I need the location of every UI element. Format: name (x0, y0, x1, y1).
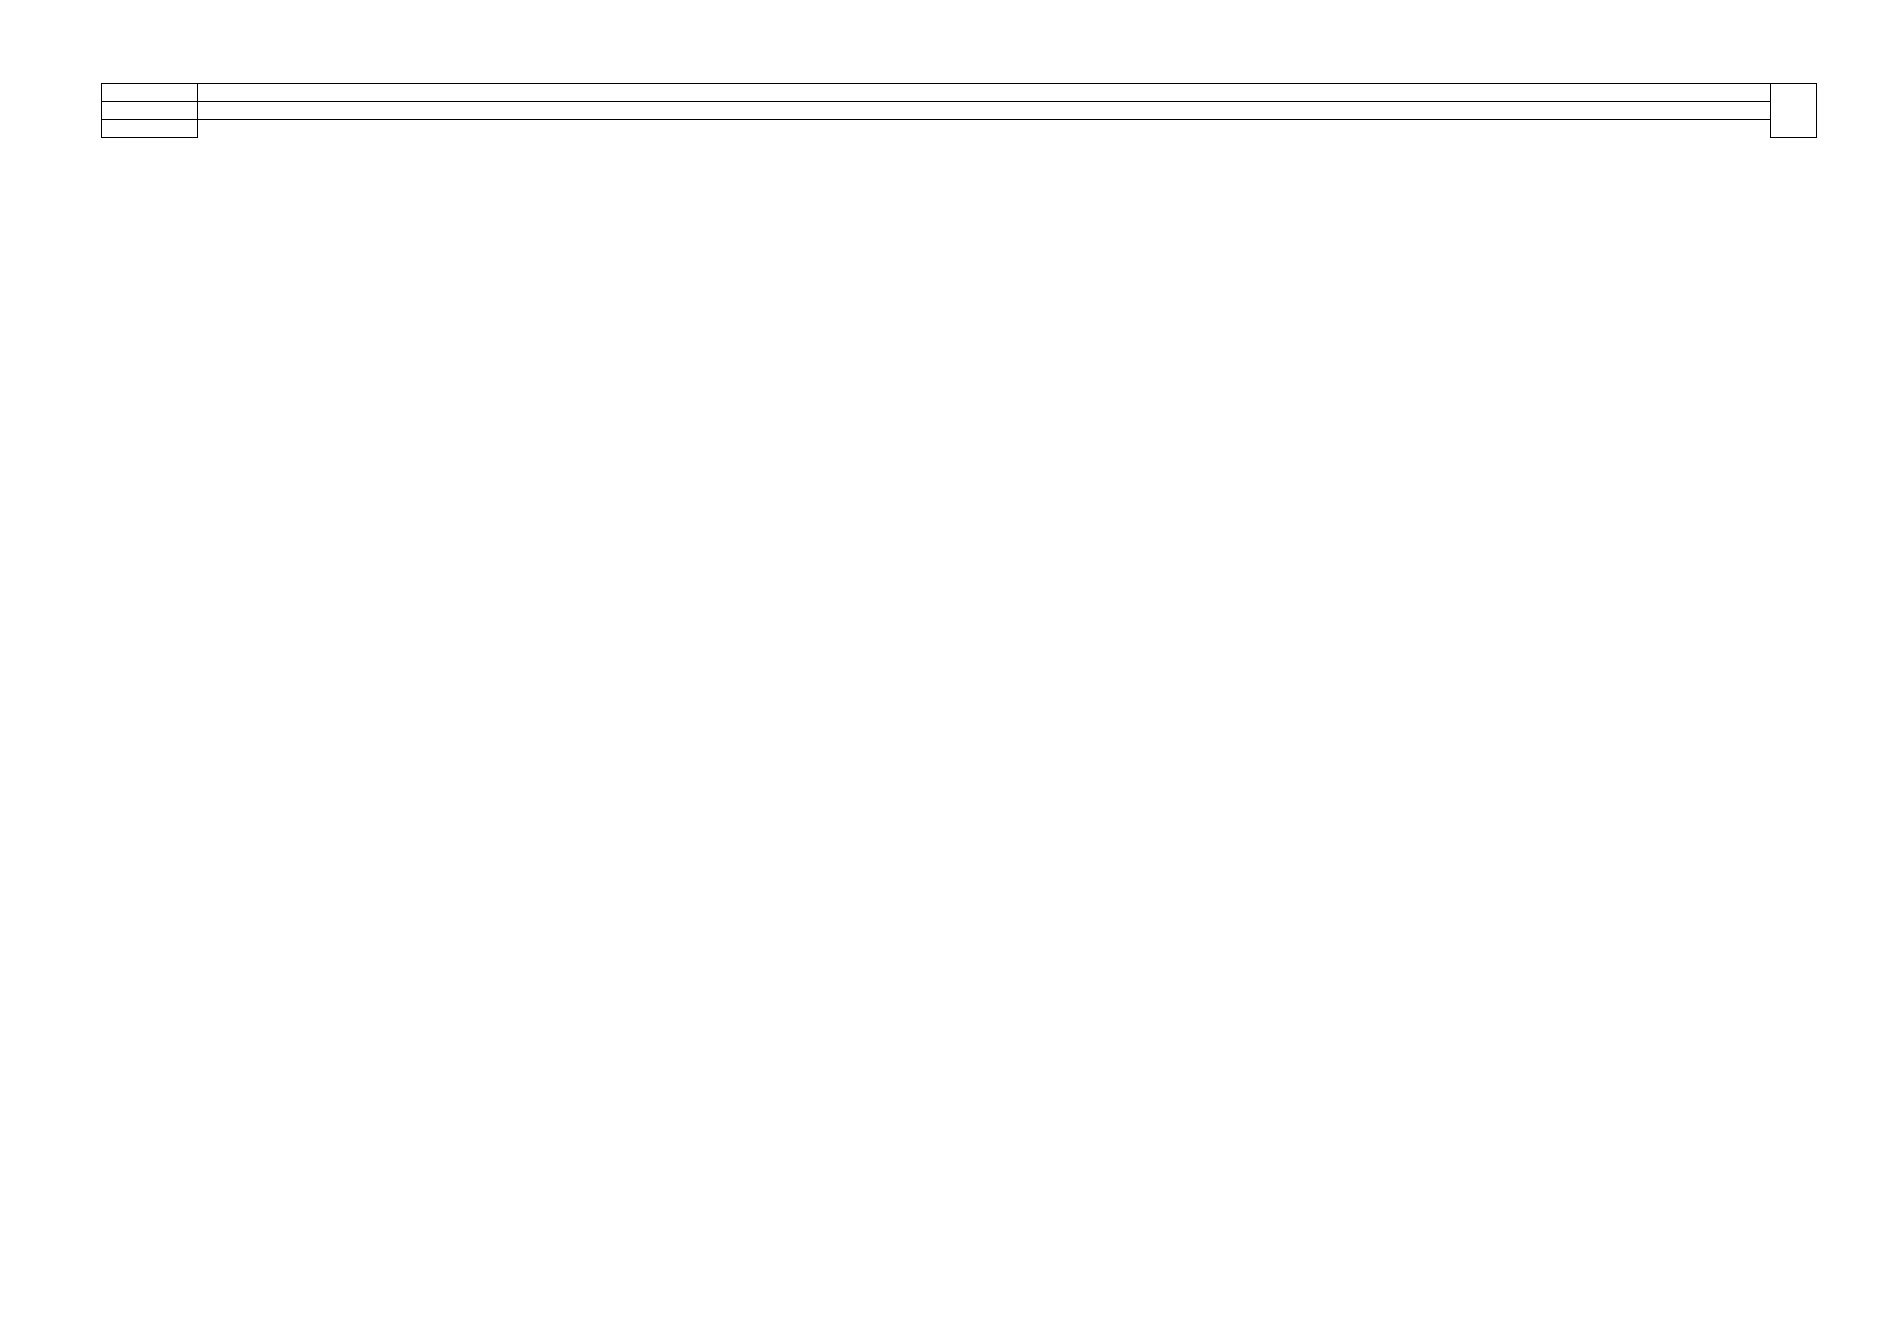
race-program-table (101, 83, 1817, 138)
blood-value (198, 84, 1771, 102)
class-label (102, 120, 198, 138)
blood-label (102, 84, 198, 102)
total-header (1771, 84, 1817, 138)
race-type-label (102, 102, 198, 120)
race-type-value (198, 102, 1771, 120)
